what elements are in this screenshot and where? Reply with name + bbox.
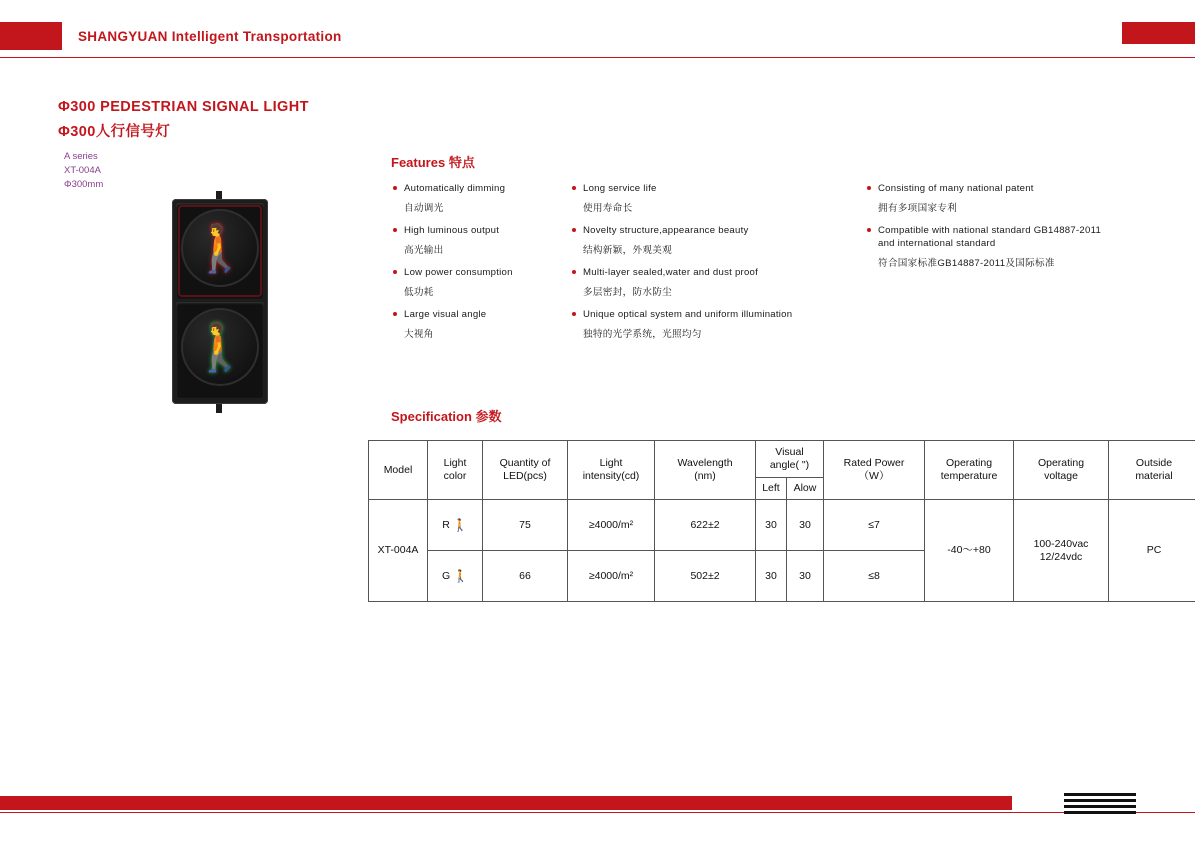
mount-bracket-bottom	[216, 404, 222, 413]
feature-text-en: Long service life	[570, 182, 860, 195]
feature-item	[570, 266, 860, 299]
pedestrian-standing-red-icon: 🚶	[191, 222, 249, 274]
cell-rated-power: ≤7	[824, 500, 925, 551]
features-title-cn: 特点	[448, 155, 475, 170]
header-rated-power: Rated Power （W）	[824, 441, 925, 500]
cell-intensity: ≥4000/m²	[568, 551, 655, 602]
feature-text-en: Low power consumption	[391, 266, 566, 279]
lamp-lens-bottom	[181, 308, 259, 386]
feature-text-cn: 自动调光	[404, 203, 444, 214]
header-outside-material: Outside material	[1109, 441, 1200, 500]
header-visual-alow: Alow	[786, 477, 823, 499]
cell-light-color-green	[428, 551, 483, 602]
header-divider	[0, 57, 1200, 58]
cell-visual-left: 30	[756, 500, 787, 551]
specification-table	[368, 440, 1200, 602]
product-title-en: Φ300 PEDESTRIAN SIGNAL LIGHT	[58, 99, 309, 115]
header-red-block-left	[0, 22, 62, 50]
pedestrian-walking-green-icon: 🚶	[453, 568, 469, 583]
cell-quantity: 66	[483, 551, 568, 602]
feature-item	[865, 224, 1165, 270]
feature-text-cn: 低功耗	[404, 287, 434, 298]
feature-text-en: High luminous output	[391, 224, 566, 237]
header-operating-voltage: Operating voltage	[1014, 441, 1109, 500]
feature-item	[391, 182, 566, 215]
header-red-block-right	[1122, 22, 1200, 44]
feature-text-en: Unique optical system and uniform illumination	[570, 308, 860, 321]
cell-model: XT-004A	[369, 500, 428, 602]
cell-operating-voltage: 100-240vac 12/24vdc	[1014, 500, 1109, 602]
feature-text-en: Automatically dimming	[391, 182, 566, 195]
specification-section-title	[391, 406, 502, 425]
features-section-title	[391, 152, 475, 171]
product-size: Φ300mm	[64, 179, 104, 190]
feature-item	[865, 182, 1165, 215]
footer-red-bar	[0, 796, 1012, 810]
feature-item	[391, 308, 566, 341]
pedestrian-standing-red-icon: 🚶	[452, 517, 468, 532]
table-body	[369, 500, 1200, 602]
features-column-2	[570, 182, 860, 350]
pedestrian-walking-green-icon: 🚶	[191, 321, 249, 373]
product-title-cn: Φ300人行信号灯	[58, 124, 171, 140]
feature-text-cn: 多层密封，防水防尘	[583, 287, 673, 298]
header-wavelength: Wavelength (nm)	[655, 441, 756, 500]
footer-divider	[0, 812, 1200, 813]
cell-operating-temperature: -40～+80	[925, 500, 1014, 602]
features-column-1	[391, 182, 566, 350]
page-header	[0, 0, 1200, 58]
header-quantity: Quantity of LED(pcs)	[483, 441, 568, 500]
feature-text-en: Large visual angle	[391, 308, 566, 321]
feature-text-cn: 结构新颖，外观美观	[583, 245, 673, 256]
feature-item	[570, 182, 860, 215]
feature-text-cn: 大视角	[404, 329, 434, 340]
feature-text-en: Consisting of many national patent	[865, 182, 1165, 195]
feature-text-cn: 独特的光学系统，光照均匀	[583, 329, 702, 340]
feature-text-cn: 使用寿命长	[583, 203, 633, 214]
feature-text-en: Multi-layer sealed,water and dust proof	[570, 266, 860, 279]
cell-outside-material: PC	[1109, 500, 1200, 602]
light-color-label: G	[441, 569, 451, 582]
feature-text-cn: 高光输出	[404, 245, 444, 256]
page-right-edge	[1195, 0, 1200, 848]
spec-title-cn: 参数	[475, 409, 502, 424]
feature-text-cn: 符合国家标准GB14887-2011及国际标准	[878, 258, 1055, 269]
light-color-label: R	[442, 518, 450, 531]
lamp-lens-top	[181, 209, 259, 287]
table-row	[369, 500, 1200, 551]
table-header-row	[369, 441, 1200, 478]
cell-wavelength: 502±2	[655, 551, 756, 602]
header-visual-left: Left	[756, 477, 787, 499]
feature-item	[570, 224, 860, 257]
cell-intensity: ≥4000/m²	[568, 500, 655, 551]
cell-visual-alow: 30	[786, 551, 823, 602]
feature-text-cn: 拥有多项国家专利	[878, 203, 958, 214]
footer-stripes-decoration	[1064, 793, 1136, 817]
feature-item	[570, 308, 860, 341]
feature-text-en-line2: and international standard	[878, 238, 996, 249]
product-meta	[64, 150, 103, 192]
table-head	[369, 441, 1200, 500]
product-series: A series	[64, 151, 98, 162]
cell-visual-alow: 30	[786, 500, 823, 551]
product-image	[172, 199, 268, 404]
brand-title: SHANGYUAN Intelligent Transportation	[78, 29, 342, 44]
feature-text-en: Novelty structure,appearance beauty	[570, 224, 860, 237]
feature-item	[391, 266, 566, 299]
header-light-color: Light color	[428, 441, 483, 500]
cell-wavelength: 622±2	[655, 500, 756, 551]
cell-quantity: 75	[483, 500, 568, 551]
spec-title-en: Specification	[391, 409, 472, 424]
header-intensity: Light intensity(cd)	[568, 441, 655, 500]
cell-light-color-red	[428, 500, 483, 551]
header-operating-temperature: Operating temperature	[925, 441, 1014, 500]
cell-rated-power: ≤8	[824, 551, 925, 602]
features-title-en: Features	[391, 155, 446, 170]
product-model: XT-004A	[64, 165, 101, 176]
header-visual-angle: Visual angle( ")	[756, 441, 824, 478]
cell-visual-left: 30	[756, 551, 787, 602]
feature-item	[391, 224, 566, 257]
features-column-3	[865, 182, 1165, 279]
feature-text-en: Compatible with national standard GB14887-2011	[865, 224, 1165, 237]
header-model: Model	[369, 441, 428, 500]
